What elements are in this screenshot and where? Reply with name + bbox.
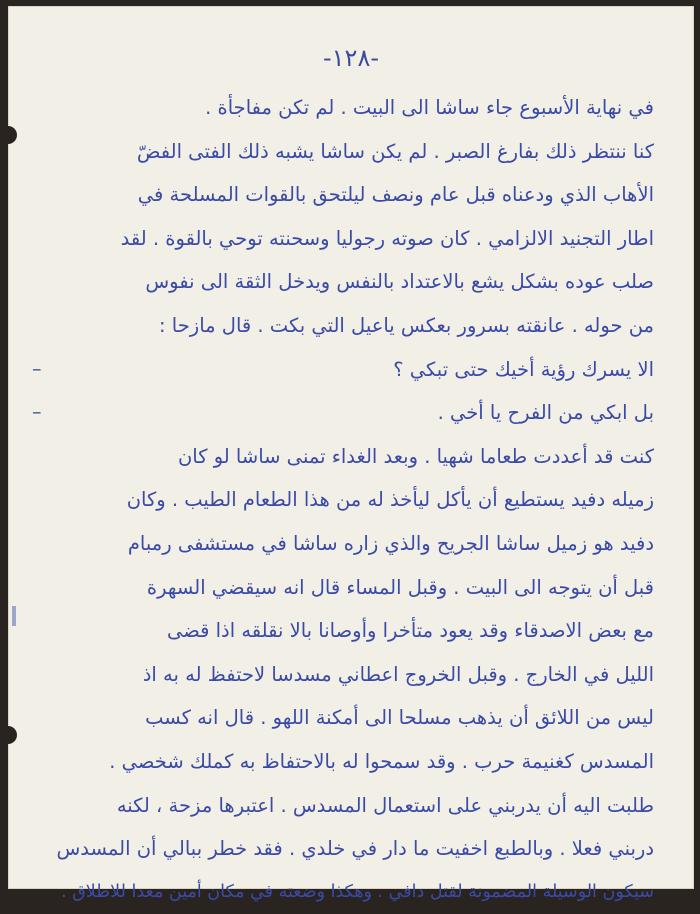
text-line: سيكون الوسيلة المضمونة لقتل دافي . وهكذا وضعته في مكان أمين معدا للاطلاق .	[61, 881, 654, 902]
manuscript-page	[8, 6, 694, 902]
text-line: طلبت اليه أن يدربني على استعمال المسدس . اعتبرها مزحة ، لكنه	[116, 793, 654, 817]
text-line: الأهاب الذي ودعناه قبل عام ونصف ليلتحق بالقوات المسلحة في	[137, 183, 654, 207]
dialogue-line	[32, 391, 654, 435]
text-line: الليل في الخارج . وقبل الخروج اعطاني مسدسا لاحتفظ له به اذ	[142, 662, 654, 686]
dialogue-line	[32, 348, 654, 392]
dialogue-text: الا يسرك رؤية أخيك حتى تبكي ؟	[393, 357, 654, 381]
page-number: -١٢٨-	[322, 44, 379, 72]
punch-hole	[0, 126, 17, 144]
text-line: قبل أن يتوجه الى البيت . وقبل المساء قال انه سيقضي السهرة	[146, 575, 654, 599]
text-line: كنا ننتظر ذلك بفارغ الصبر . لم يكن ساشا يشبه ذلك الفتى الفضّ	[136, 139, 654, 163]
text-line: مع بعض الاصدقاء وقد يعود متأخرا وأوصانا بالا نقلقه اذا قضى	[166, 619, 654, 643]
handwritten-body	[32, 86, 654, 914]
dialogue-dash: –	[32, 401, 42, 424]
text-line: كنت قد أعددت طعاما شهيا . وبعد الغداء تمنى ساشا لو كان	[177, 444, 654, 468]
text-line: دفيد هو زميل ساشا الجريح والذي زاره ساشا في مستشفى رمبام	[127, 531, 654, 555]
text-line: زميله دفيد يستطيع أن يأكل ليأخذ له من هذا الطعام الطيب . وكان	[126, 488, 654, 512]
text-line: اطار التجنيد الالزامي . كان صوته رجوليا وسحنته توحي بالقوة . لقد	[120, 226, 654, 250]
dialogue-dash: –	[32, 357, 42, 380]
text-line: دربني فعلا . وبالطبع اخفيت ما دار في خلدي . فقد خطر ببالي أن المسدس	[56, 837, 654, 861]
margin-mark	[12, 606, 16, 626]
text-line: المسدس كغنيمة حرب . وقد سمحوا له بالاحتفاظ به كملك شخصي .	[109, 749, 654, 773]
text-line: من حوله . عانقته بسرور بعكس ياعيل التي بكت . قال مازحا :	[159, 313, 654, 337]
text-line: ليس من اللائق أن يذهب مسلحا الى أمكنة اللهو . قال انه كسب	[145, 706, 654, 730]
text-line: صلب عوده بشكل يشع بالاعتداد بالنفس ويدخل الثقة الى نفوس	[145, 270, 654, 294]
punch-hole	[0, 726, 17, 744]
dialogue-text: بل ابكي من الفرح يا أخي .	[437, 401, 654, 425]
text-line: في نهاية الأسبوع جاء ساشا الى البيت . لم تكن مفاجأة .	[205, 96, 654, 119]
